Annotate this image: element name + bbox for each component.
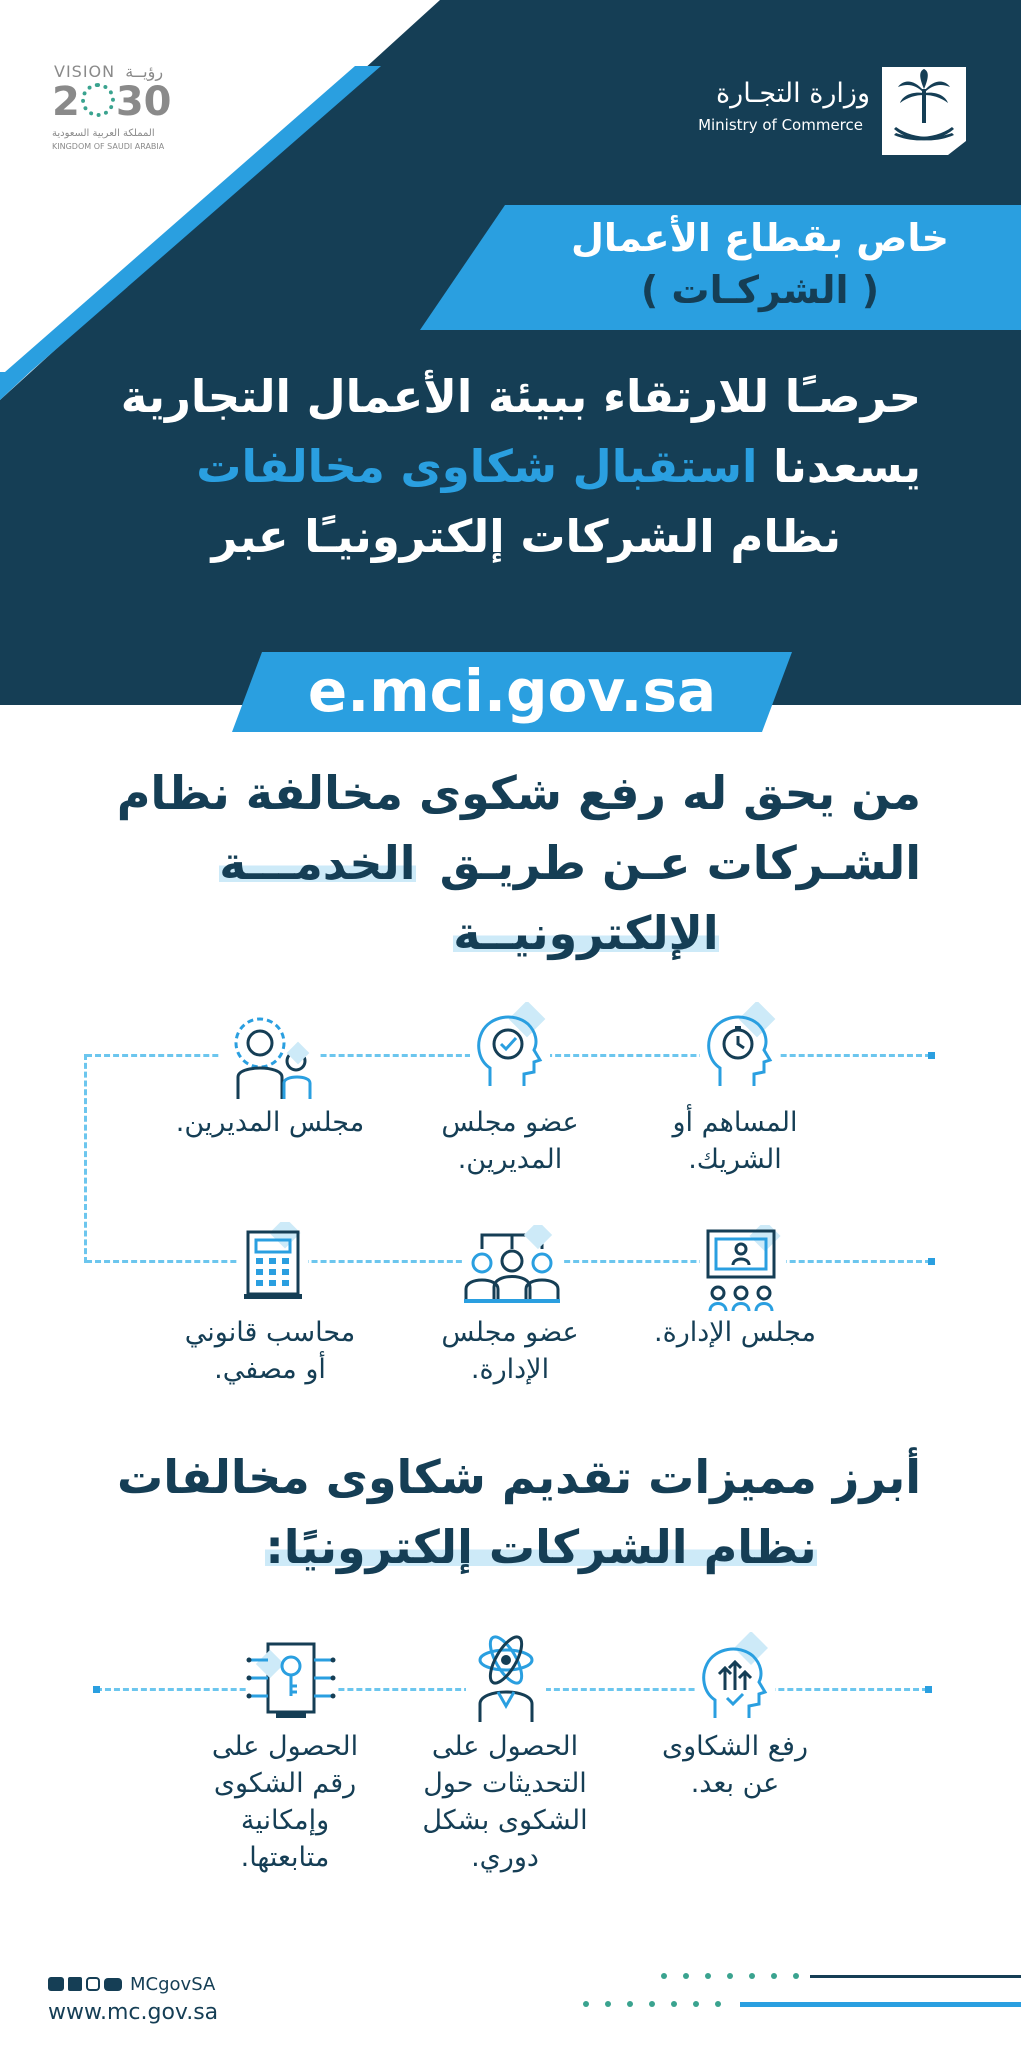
head-check-icon [470,1002,550,1088]
palm-swords-emblem-icon [878,63,970,157]
managers-gear-icon [220,1015,320,1099]
facebook-icon[interactable] [68,1977,82,1991]
section1-line-2-text: الشـركات عـن طريـق [439,836,921,890]
feature-label-tracking: الحصول على رقم الشكوى وإمكانية متابعتها. [211,1731,359,1873]
vision-kingdom-ar: المملكة العربية السعودية [52,128,155,139]
section1-line-1: من يحق له رفع شكوى مخالفة نظام [116,766,921,820]
vision-year-2: 2 [52,79,80,125]
website-link[interactable]: www.mc.gov.sa [48,2000,219,2025]
vision-arabic: رؤيــة [125,62,164,81]
feature-label-remote: رفع الشكاوى عن بعد. [661,1731,809,1799]
eligible-label-board: مجلس الإدارة. [653,1317,817,1348]
connector-dot-bottom [928,1258,935,1265]
vision-2030-logo [52,62,182,158]
section2-highlight: نظام الشركات إلكترونيًا: [265,1520,817,1574]
atom-person-icon [466,1632,546,1724]
ministry-name-en: Ministry of Commerce [698,116,863,134]
intro-highlight: استقبال شكاوى مخالفات [196,440,758,493]
vision-year-30: 30 [115,79,172,125]
calculator-icon [238,1222,308,1302]
section1-highlight-1: الخدمـــة [219,836,416,890]
banner-title: خاص بقطاع الأعمال [570,216,950,260]
section1-line-2 [91,828,921,898]
eligible-label-board-member: عضو مجلس الإدارة. [441,1317,579,1385]
section1-highlight-2: الإلكترونيــة [453,906,719,960]
youtube-icon[interactable] [104,1978,122,1991]
section2-line-2 [91,1512,921,1582]
footer-decoration [580,1960,1021,2040]
vision-latin: VISION [54,62,116,81]
instagram-icon[interactable] [86,1977,100,1991]
board-screen-icon [700,1225,786,1313]
head-upload-icon [695,1632,775,1720]
circuit-key-icon [246,1640,336,1722]
connector-dot-top [928,1052,935,1059]
eligible-label-managers-member: عضو مجلس المديرين. [441,1107,579,1175]
board-members-icon [462,1225,562,1305]
feature-label-updates: الحصول على التحديثات حول الشكوى بشكل دوري. [422,1731,588,1873]
intro-line-3: نظام الشركات إلكترونيـًا عبر [211,510,841,563]
social-handle[interactable]: MCgovSA [130,1973,216,1995]
vision-flower-icon [81,83,115,117]
intro-line-2-prefix: يسعدنا [773,440,921,493]
ministry-logo [700,58,970,158]
intro-line-2 [71,432,921,502]
features-dot-right [925,1686,932,1693]
connector-left [84,1054,87,1263]
eligible-label-managers-board: مجلس المديرين. [175,1107,365,1138]
eligible-label-shareholder: المساهم أو الشريك. [672,1107,798,1175]
vision-kingdom-en: KINGDOM OF SAUDI ARABIA [52,142,165,151]
section2-line-1: أبرز مميزات تقديم شكاوى مخالفات [117,1450,921,1504]
ministry-name-ar: وزارة التجـارة [716,78,870,109]
social-icons [48,1974,215,1994]
eligible-label-accountant: محاسب قانوني أو مصفي. [184,1317,356,1385]
features-dot-left [93,1686,100,1693]
url-text[interactable]: e.mci.gov.sa [307,657,717,725]
head-clock-icon [700,1002,780,1088]
section1-line-3 [91,898,921,968]
banner-subtitle: ( الشركـات ) [640,268,880,312]
intro-line-1: حرصـًا للارتقاء ببيئة الأعمال التجارية [120,370,921,423]
twitter-icon[interactable] [48,1977,64,1991]
